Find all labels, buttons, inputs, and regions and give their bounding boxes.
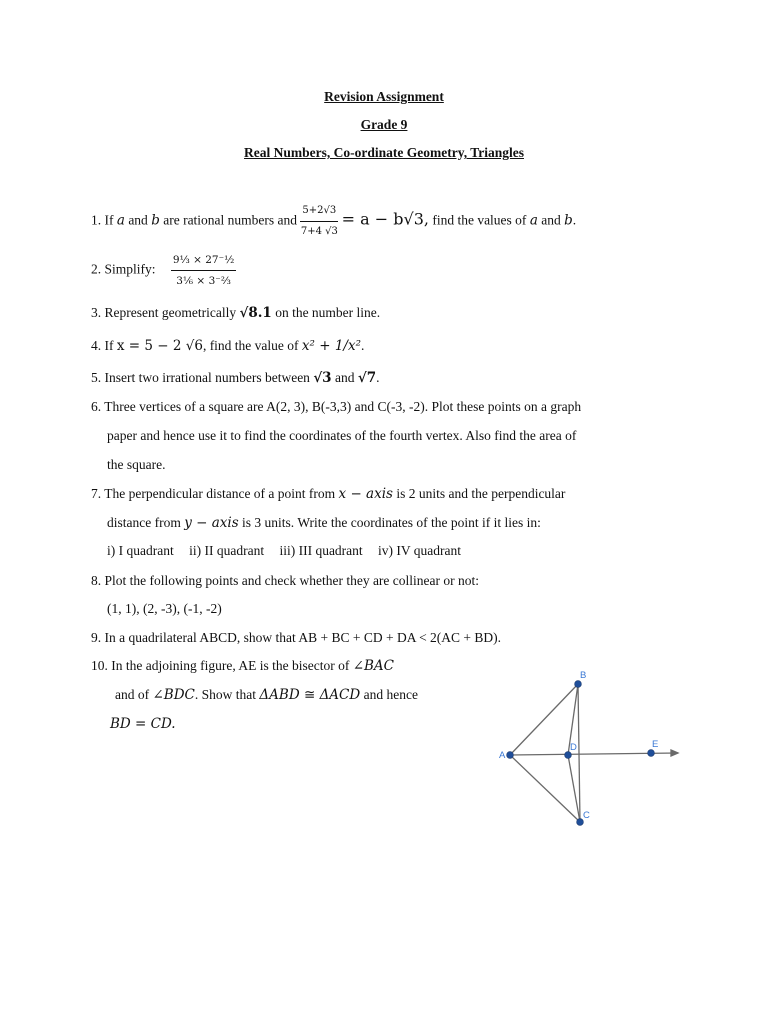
label-e: E xyxy=(652,739,659,750)
question-10-line-3: BD = CD. xyxy=(110,716,176,732)
topics-heading: Real Numbers, Co-ordinate Geometry, Triangles xyxy=(244,145,524,160)
question-10-line-2: and of ∠BDC. Show that ΔABD ≅ ΔACD and hence xyxy=(115,687,418,703)
question-3: 3. Represent geometrically √8.1 on the number line. xyxy=(91,305,381,321)
question-7-options xyxy=(107,543,461,559)
question-6-line-3: the square. xyxy=(107,457,166,472)
question-9: 9. In a quadrilateral ABCD, show that AB + BC + CD + DA < 2(AC + BD). xyxy=(91,630,502,645)
ray-arrowhead xyxy=(671,750,678,756)
label-a: A xyxy=(499,750,506,761)
q1-fraction: $\frac{5+2√3}{7+4 √3}$ xyxy=(300,205,338,237)
q7-option: ii) II quadrant xyxy=(189,543,265,558)
triangle-figure xyxy=(490,660,700,835)
segment-bc xyxy=(578,684,580,822)
point-e xyxy=(648,750,655,757)
label-b: B xyxy=(580,670,587,681)
question-1: 1. If a and b are rational numbers and $\frac{5+2√3}{7+4 √3}$ = a − b√3, find the values of a and b. xyxy=(91,203,576,240)
q1-rhs: = a − b√3, xyxy=(341,209,429,229)
question-5: 5. Insert two irrational numbers between √3 and √7. xyxy=(91,370,380,386)
question-6-line-2: paper and hence use it to find the coordinates of the fourth vertex. Also find the area of xyxy=(107,428,577,443)
q7-option: iii) III quadrant xyxy=(279,543,363,558)
q2-fraction: $\frac{\text{9⅓ × 27⁻½}}{\text{3⅙ × 3⁻⅔}}$ xyxy=(172,254,235,287)
grade-heading: Grade 9 xyxy=(360,117,408,132)
question-10-line-1: 10. In the adjoining figure, AE is the bisector of ∠BAC xyxy=(91,658,395,674)
q7-option: i) I quadrant xyxy=(107,543,174,558)
question-6-line-1: 6. Three vertices of a square are A(2, 3), B(-3,3) and C(-3, -2). Plot these points on a graph xyxy=(91,399,582,414)
question-8-line-2: (1, 1), (2, -3), (-1, -2) xyxy=(107,601,222,616)
label-c: C xyxy=(583,810,590,821)
segment-ab xyxy=(510,684,578,755)
label-d: D xyxy=(570,742,577,753)
question-7-line-1: 7. The perpendicular distance of a point from x − axis is 2 units and the perpendicular xyxy=(91,486,566,502)
page-title: Revision Assignment xyxy=(324,89,444,104)
question-2: 2. Simplify: $\frac{\text{9⅓ × 27⁻½}}{\text{3⅙ × 3⁻⅔}}$ xyxy=(91,254,235,287)
point-a xyxy=(507,752,514,759)
question-7-line-2: distance from y − axis is 3 units. Write the coordinates of the point if it lies in: xyxy=(107,515,541,531)
question-4: 4. If x = 5 − 2 √6, find the value of x² + 1/x². xyxy=(91,338,365,354)
question-8-line-1: 8. Plot the following points and check whether they are collinear or not: xyxy=(91,573,480,588)
q7-option: iv) IV quadrant xyxy=(378,543,462,558)
point-b xyxy=(575,681,582,688)
